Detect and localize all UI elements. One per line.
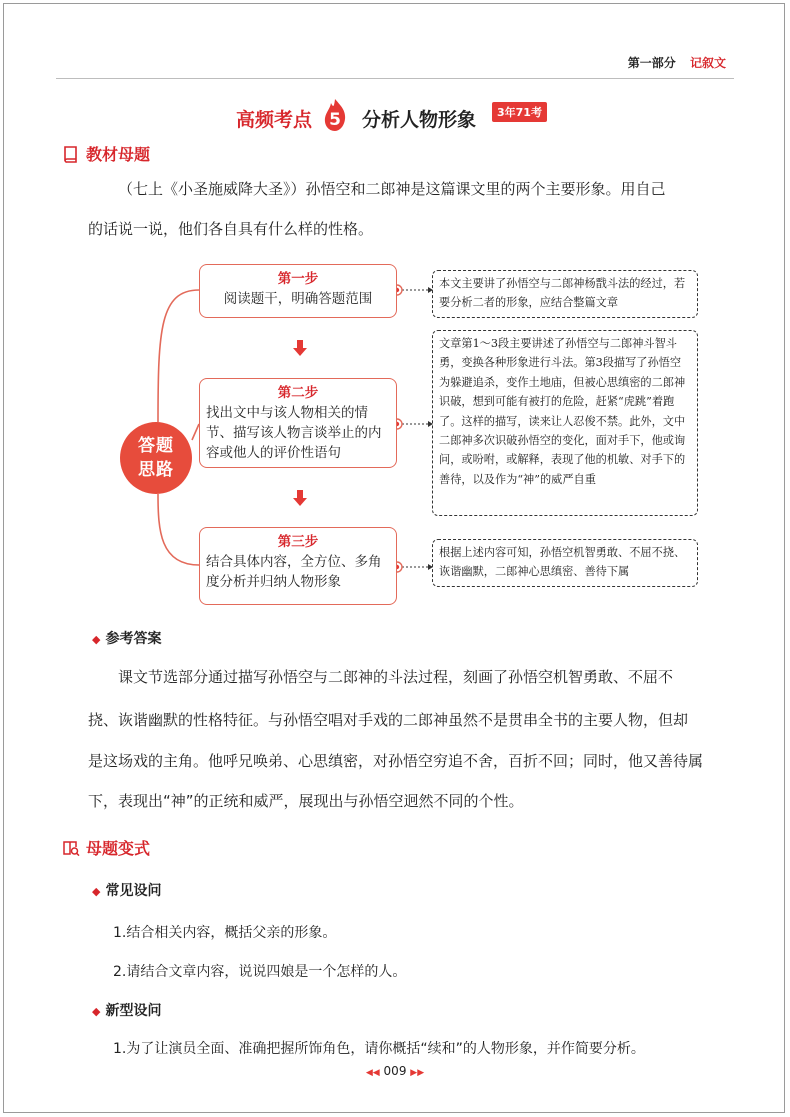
diamond-icon: ◆ bbox=[92, 885, 101, 898]
answer-line-1: 课文节选部分通过描写孙悟空与二郎神的斗法过程，刻画了孙悟空机智勇敢、不屈不 bbox=[118, 668, 674, 686]
right-arrows-icon: ▶▶ bbox=[410, 1068, 425, 1078]
book-icon bbox=[62, 145, 80, 163]
title-right: 分析人物形象 bbox=[362, 109, 477, 131]
diamond-icon: ◆ bbox=[92, 633, 101, 646]
step-2-title: 第二步 bbox=[277, 385, 319, 401]
arrow-down-icon bbox=[293, 340, 307, 356]
step-3-title: 第三步 bbox=[277, 534, 319, 550]
note-box-1: 本文主要讲了孙悟空与二郎神杨戬斗法的经过，若要分析二者的形象，应结合整篇文章 bbox=[432, 270, 698, 318]
answer-approach-circle: 答题 思路 bbox=[120, 422, 192, 494]
left-arrows-icon: ◀◀ bbox=[365, 1068, 380, 1078]
step-1-box bbox=[199, 264, 397, 318]
title-number: 5 bbox=[329, 110, 341, 130]
arrow-down-icon bbox=[293, 490, 307, 506]
step-1-title: 第一步 bbox=[277, 271, 319, 287]
step-1-body: 阅读题干，明确答题范围 bbox=[223, 291, 373, 307]
question-line-2: 的话说一说，他们各自具有什么样的性格。 bbox=[88, 220, 374, 238]
note-box-2: 文章第1～3段主要讲述了孙悟空与二郎神斗智斗勇，变换各种形象进行斗法。第3段描写了孙悟空为躲避追杀，变作土地庙，但被心思缜密的二郎神识破，想到可能有被打的危险，赶紧“虎跳”着跑了。这样的描写，读来让人忍俊不禁。此外，文中二郎神多次识破孙悟空的变化，面对手下，他或询问，或吩咐，或解释，表现了他的机敏、对手下的善待，以及作为“神”的威严自重 bbox=[432, 330, 698, 516]
step-3-body: 结合具体内容，全方位、多角度分析并归纳人物形象 bbox=[206, 554, 382, 590]
answer-line-3: 是这场戏的主角。他呼兄唤弟、心思缜密，对孙悟空穷追不舍，百折不回；同时，他又善待属 bbox=[88, 752, 704, 770]
frequency-badge: 3年71考 bbox=[492, 102, 547, 122]
step-2-box bbox=[199, 378, 397, 468]
question-line-1: （七上《小圣施威降大圣》）孙悟空和二郎神是这篇课文里的两个主要形象。用自己 bbox=[118, 180, 666, 198]
step-2-body: 找出文中与该人物相关的情节、描写该人物言谈举止的内容或他人的评价性语句 bbox=[206, 405, 382, 461]
diamond-icon: ◆ bbox=[92, 1005, 101, 1018]
page-number: ◀◀ 009 ▶▶ bbox=[365, 1064, 425, 1078]
running-header bbox=[628, 54, 726, 71]
title-left: 高频考点 bbox=[236, 109, 313, 131]
new-question-1: 1.为了让演员全面、准确把握所饰角色，请你概括“续和”的人物形象，并作简要分析。 bbox=[113, 1041, 645, 1057]
answer-line-4: 下，表现出“神”的正统和威严，展现出与孙悟空迥然不同的个性。 bbox=[88, 792, 524, 810]
header-chapter: 记叙文 bbox=[689, 56, 726, 70]
section-heading-variants: 母题变式 bbox=[62, 836, 150, 860]
note-box-3: 根据上述内容可知，孙悟空机智勇敢、不屈不挠、诙谐幽默，二郎神心思缜密、善待下属 bbox=[432, 539, 698, 587]
header-rule bbox=[56, 78, 734, 79]
section-heading-textbook: 教材母题 bbox=[62, 142, 150, 166]
common-question-2: 2.请结合文章内容，说说四娘是一个怎样的人。 bbox=[113, 964, 407, 980]
header-part: 第一部分 bbox=[627, 56, 676, 70]
answer-heading: ◆ 参考答案 bbox=[92, 631, 162, 647]
answer-line-2: 挠、诙谐幽默的性格特征。与孙悟空唱对手戏的二郎神虽然不是贯串全书的主要人物，但却 bbox=[88, 711, 689, 729]
new-questions-heading: ◆ 新型设问 bbox=[92, 1003, 162, 1019]
common-questions-heading: ◆ 常见设问 bbox=[92, 883, 162, 899]
title-bar bbox=[0, 96, 790, 136]
flame-number-icon bbox=[322, 98, 348, 132]
common-question-1: 1.结合相关内容，概括父亲的形象。 bbox=[113, 925, 337, 941]
step-3-box bbox=[199, 527, 397, 605]
open-book-icon bbox=[62, 839, 80, 857]
